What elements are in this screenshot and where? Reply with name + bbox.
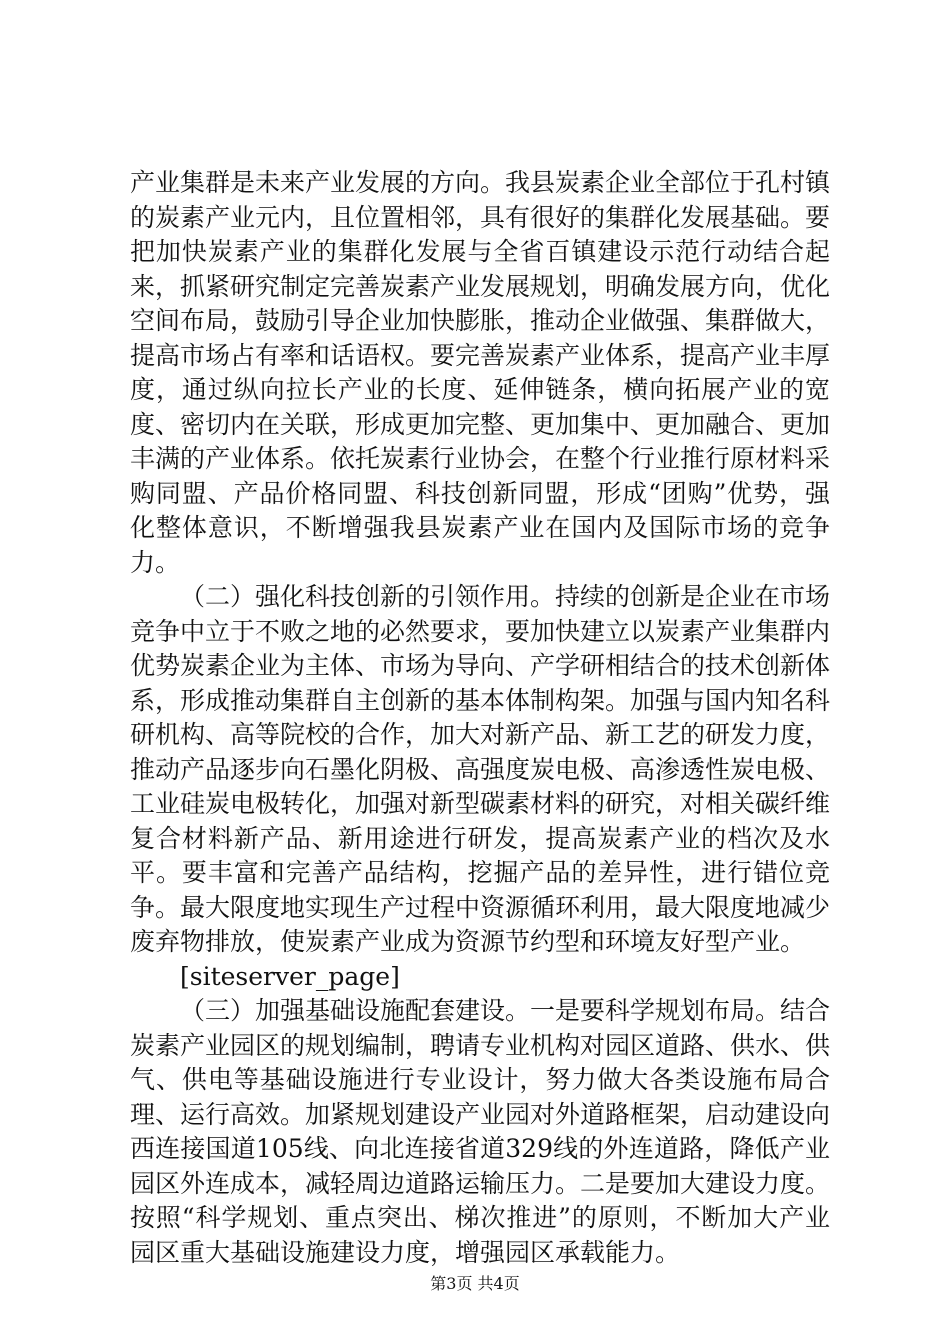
paragraph-tech-innovation: （二）强化科技创新的引领作用。持续的创新是企业在市场竞争中立于不败之地的必然要求，要加快建立以炭素产业集群内优势炭素企业为主体、市场为导向、产学研相结合的技术创新体系，形成推动集群自主创新的基本体制构架。加强与国内知名科研机构、高等院校的合作，加大对新产品、新工艺的研发力度，推动产品逐步向石墨化阴极、高强度炭电极、高渗透性炭电极、工业硅炭电极转化，加强对新型碳素材料的研究，对相关碳纤维复合材料新产品、新用途进行研发，提高炭素产业的档次及水平。要丰富和完善产品结构，挖掘产品的差异性，进行错位竞争。最大限度地实现生产过程中资源循环利用，最大限度地减少废弃物排放，使炭素产业成为资源节约型和环境友好型产业。 — [130, 582, 831, 956]
page-number-footer: 第3页 共4页 — [430, 1274, 520, 1293]
document-body — [130, 166, 830, 1270]
paragraph-infrastructure: （三）加强基础设施配套建设。一是要科学规划布局。结合炭素产业园区的规划编制，聘请专业机构对园区道路、供水、供气、供电等基础设施进行专业设计，努力做大各类设施布局合理、运行高效。加紧规划建设产业园对外道路框架，启动建设向西连接国道105线、向北连接省道329线的外连道路，降低产业园区外连成本，减轻周边道路运输压力。二是要加大建设力度。按照“科学规划、重点突出、梯次推进”的原则，不断加大产业园区重大基础设施建设力度，增强园区承载能力。 — [130, 996, 831, 1267]
page-break-marker: [siteserver_page] — [180, 961, 400, 991]
paragraph-cluster-development: 产业集群是未来产业发展的方向。我县炭素企业全部位于孔村镇的炭素产业元内，且位置相邻，具有很好的集群化发展基础。要把加快炭素产业的集群化发展与全省百镇建设示范行动结合起来，抓紧研究制定完善炭素产业发展规划，明确发展方向，优化空间布局，鼓励引导企业加快膨胀，推动企业做强、集群做大，提高市场占有率和话语权。要完善炭素产业体系，提高产业丰厚度，通过纵向拉长产业的长度、延伸链条，横向拓展产业的宽度、密切内在关联，形成更加完整、更加集中、更加融合、更加丰满的产业体系。依托炭素行业协会，在整个行业推行原材料采购同盟、产品价格同盟、科技创新同盟，形成“团购”优势，强化整体意识，不断增强我县炭素产业在国内及国际市场的竞争力。 — [130, 168, 831, 577]
